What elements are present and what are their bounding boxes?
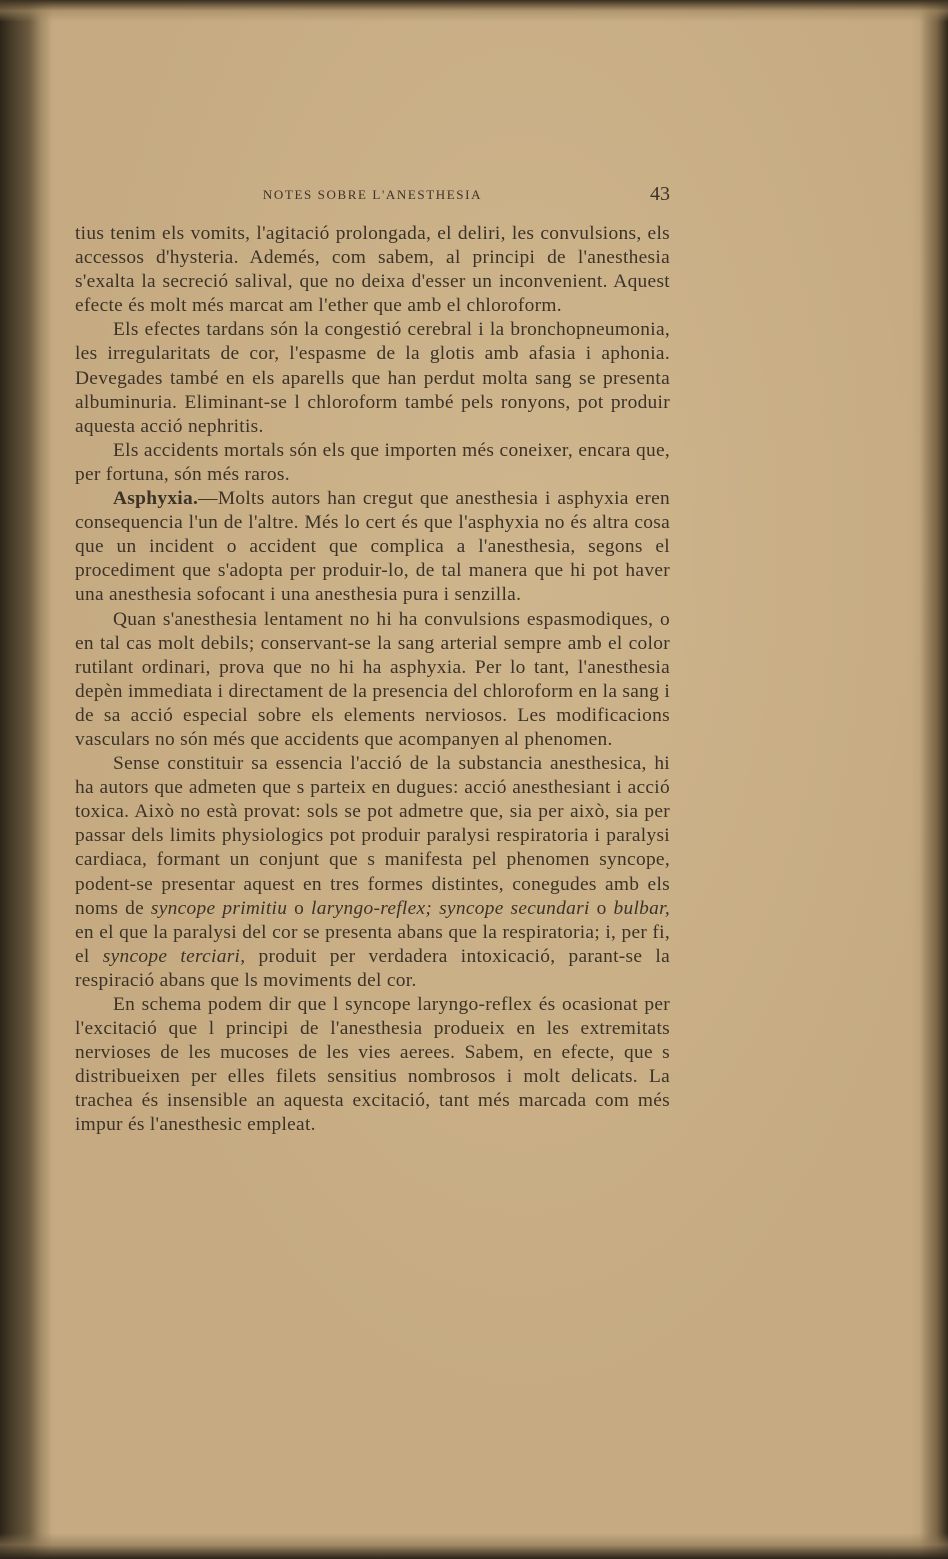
book-binding-shadow — [0, 0, 52, 1559]
paragraph-6-part-a: Sense constituir sa essencia l'acció de la substancia anesthesica, hi ha autors que admeten que s parteix en dugues: acció anesthesiant i acció toxica. Això no està provat: sols se pot admetre que, sia per això, sia per passar dels limits physiologics pot produir paralysi respiratoria i paralysi cardiaca, formant un conjunt que s manifesta pel phenomen syncope, podent-se presentar aquest en tres formes distintes, conegudes amb els noms de — [75, 753, 670, 919]
page-number: 43 — [650, 183, 670, 205]
paragraph-5: Quan s'anesthesia lentament no hi ha convulsions espasmodiques, o en tal cas molt debils; conservant-se la sang arterial sempre amb el color rutilant ordinari, prova que no hi ha asphyxia. Per lo tant, l'anesthesia depèn immediata i directament de la presencia del chloroform en la sang i de sa acció especial sobre els elements nerviosos. Les modificacions vasculars no són més que accidents que acompanyen al phenomen. — [75, 608, 670, 750]
paragraph-1: tius tenim els vomits, l'agitació prolongada, el deliri, les convulsions, els accessos d'hysteria. Ademés, com sabem, al principi de l'anesthesia s'exalta la secreció salival, que no deixa d'esser un inconvenient. Aquest efecte és molt més marcat am l'ether que amb el chloroform. — [75, 223, 670, 317]
paragraph-2: Els efectes tardans són la congestió cerebral i la bronchopneumonia, les irregularitats de cor, l'espasme de la glotis amb afasia i aphonia. Devegades també en els aparells que han perdut molta sang se presenta albuminuria. Eliminant-se l chloroform també pels ronyons, pot produir aquesta acció nephritis. — [75, 319, 670, 437]
running-title: NOTES SOBRE L'ANESTHESIA — [262, 187, 483, 202]
page-right-edge-shadow — [920, 0, 948, 1559]
term-syncope-primitiu: syncope primitiu — [150, 897, 288, 919]
paragraph-3: Els accidents mortals són els que importen més coneixer, encara que, per fortuna, són més raros. — [75, 439, 670, 485]
paragraph-4-text: —Molts autors han cregut que anesthesia i asphyxia eren consequencia l'un de l'altre. Més lo cert és que l'asphyxia no és altra cosa que un incident o accident que complica a l'anesthesia, segons el procediment que s'adopta per produir-lo, de tal manera que hi pot haver una anesthesia sofocant i una anesthesia pura i senzilla. — [75, 488, 670, 606]
section-heading-asphyxia: Asphyxia. — [113, 488, 199, 510]
paragraph-6-part-e: produit per verdadera intoxicació, parant-se la respiració abans que ls moviments del cor. — [75, 945, 670, 991]
term-syncope-terciari: syncope terciari, — [102, 945, 246, 967]
paragraph-6-part-d: en el que la paralysi del cor se presenta abans que la respiratoria; i, per fi, el — [75, 921, 670, 967]
paragraph-6-part-c: o — [589, 897, 614, 919]
paragraph-7: En schema podem dir que l syncope laryngo-reflex és ocasionat per l'excitació que l principi de l'anesthesia produeix en les extremitats nervioses de les mucoses de les vies aerees. Sabem, en efecte, que s distribueixen per elles filets sensitius nombrosos i molt delicats. La trachea és insensible an aquesta excitació, tant més marcada com més impur és l'anesthesic empleat. — [75, 994, 670, 1136]
page-bottom-edge-shadow — [0, 1533, 948, 1559]
term-bulbar: bulbar, — [613, 897, 670, 919]
running-header — [75, 183, 670, 207]
body-text — [75, 222, 670, 1138]
paragraph-6 — [75, 752, 670, 993]
paragraph-4 — [75, 487, 670, 607]
term-laryngo-reflex: laryngo-reflex; syncope secundari — [311, 897, 590, 919]
paragraph-6-part-b: o — [287, 897, 312, 919]
page-top-edge-shadow — [0, 0, 948, 22]
